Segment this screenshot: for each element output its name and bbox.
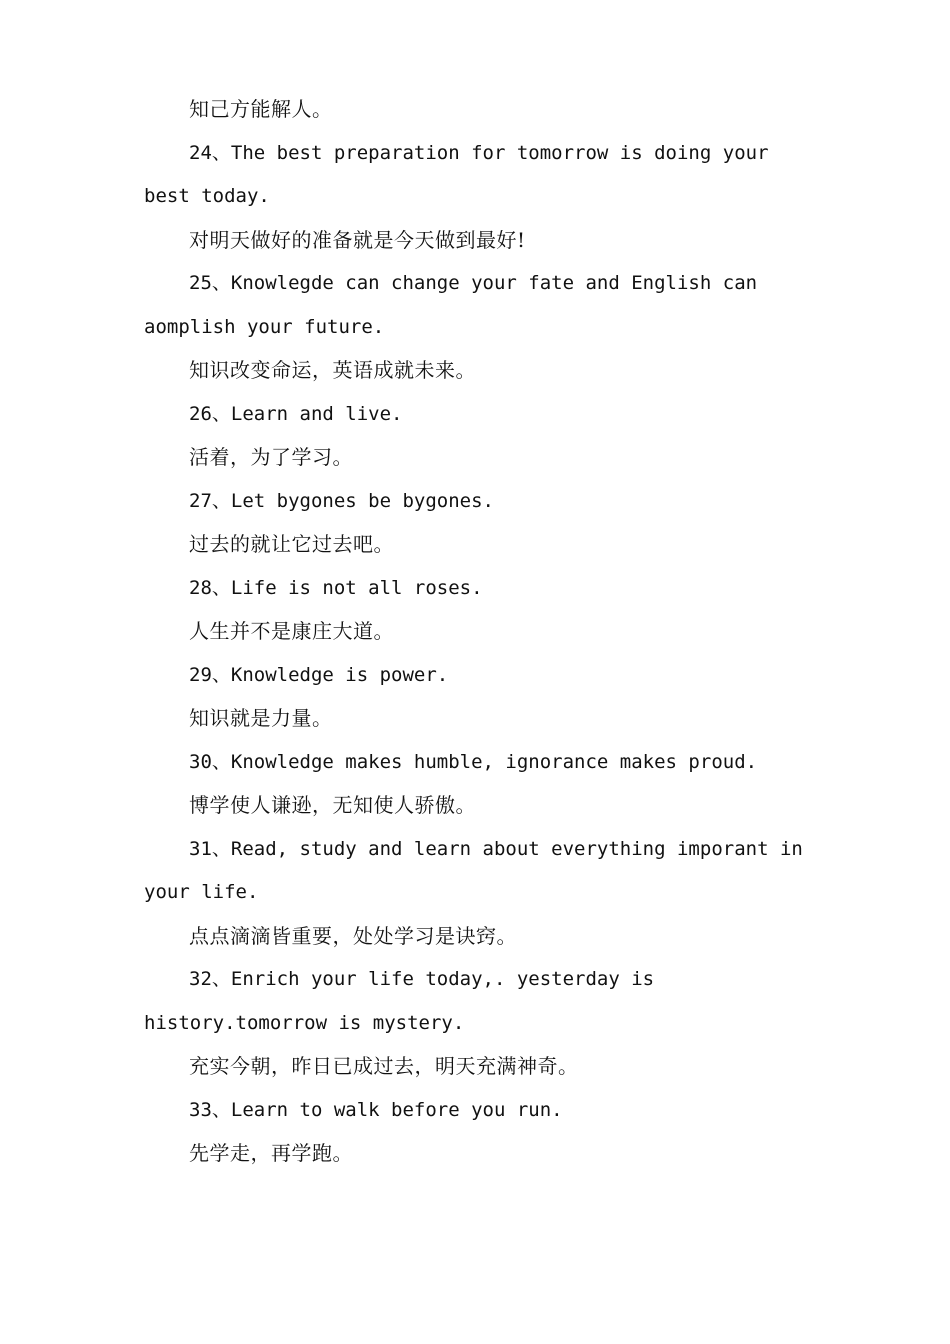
english-quote-line: best today. bbox=[144, 185, 270, 207]
english-quote-line: aomplish your future. bbox=[144, 315, 385, 338]
document-body bbox=[144, 88, 804, 1176]
chinese-translation-line: 知识就是力量。 bbox=[189, 706, 333, 730]
english-quote-line: 33、Learn to walk before you run. bbox=[189, 1098, 563, 1121]
chinese-translation-line: 点点滴滴皆重要，处处学习是诀窍。 bbox=[189, 923, 517, 948]
english-quote-line: 30、Knowledge makes humble, ignorance makes proud. bbox=[189, 750, 758, 773]
english-quote-line: 27、Let bygones be bygones. bbox=[189, 489, 494, 512]
english-quote-line: 28、Life is not all roses. bbox=[189, 576, 483, 599]
chinese-translation-line: 先学走，再学跑。 bbox=[189, 1141, 353, 1165]
english-quote-line: your life. bbox=[144, 881, 259, 903]
english-quote-line: 24、The best preparation for tomorrow is doing your bbox=[189, 141, 769, 164]
chinese-translation-line: 对明天做好的准备就是今天做到最好! bbox=[189, 227, 526, 252]
english-quote-line: 32、Enrich your life today,. yesterday is bbox=[189, 968, 655, 990]
chinese-translation-line: 人生并不是康庄大道。 bbox=[189, 619, 394, 643]
chinese-translation-line: 知识改变命运，英语成就未来。 bbox=[189, 358, 476, 382]
chinese-translation-line: 博学使人谦逊，无知使人骄傲。 bbox=[189, 793, 476, 817]
chinese-translation-line: 充实今朝，昨日已成过去，明天充满神奇。 bbox=[189, 1054, 579, 1078]
english-quote-line: 29、Knowledge is power. bbox=[189, 663, 449, 686]
chinese-translation-line: 过去的就让它过去吧。 bbox=[189, 532, 394, 556]
chinese-translation-line: 活着，为了学习。 bbox=[189, 445, 353, 469]
english-quote-line: 31、Read, study and learn about everything imporant in bbox=[189, 837, 803, 860]
english-quote-line: history.tomorrow is mystery. bbox=[144, 1011, 465, 1034]
chinese-translation-line: 知己方能解人。 bbox=[189, 97, 333, 121]
english-quote-line: 26、Learn and live. bbox=[189, 402, 403, 425]
english-quote-line: 25、Knowlegde can change your fate and English can bbox=[189, 272, 758, 294]
